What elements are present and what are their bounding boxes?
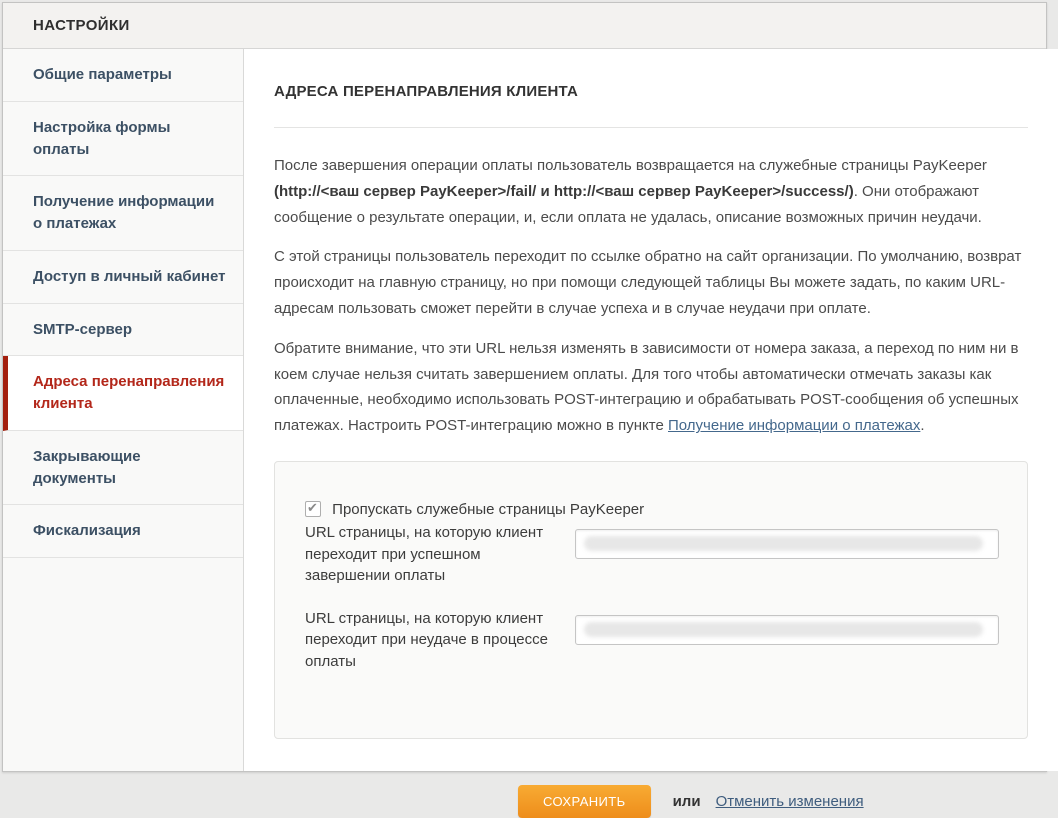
p3-text-end: .: [920, 417, 925, 435]
skip-service-pages-label: Пропускать служебные страницы PayKeeper: [332, 500, 645, 518]
settings-panel: [2, 2, 1047, 810]
sidebar-item-closing-docs[interactable]: Закрывающие документы: [3, 431, 243, 506]
sidebar-item-payment-form[interactable]: Настройка формы оплаты: [3, 102, 243, 177]
success-url-row: [305, 520, 999, 586]
sidebar-item-redirect-urls[interactable]: Адреса перенаправления клиента: [3, 356, 243, 431]
fail-url-row: [305, 606, 999, 672]
save-button[interactable]: СОХРАНИТЬ: [518, 785, 651, 818]
main-content: [244, 49, 1058, 810]
sidebar-item-fiscalization[interactable]: Фискализация: [3, 505, 243, 558]
p1-text: После завершения операции оплаты пользователь возвращается на служебные страницы PayKeeper: [274, 157, 987, 174]
skip-service-pages-checkbox[interactable]: [305, 501, 321, 517]
success-url-input[interactable]: [575, 529, 999, 559]
page-header: [3, 3, 1046, 49]
fail-url-input[interactable]: [575, 615, 999, 645]
fail-url-input-wrap: [575, 615, 999, 645]
payments-info-link[interactable]: Получение информации о платежах: [668, 417, 921, 435]
paragraph-return-link: С этой страницы пользователь переходит по ссылке обратно на сайт организации. По умолчанию, возврат происходит на главную страницу, но при помощи следующей таблицы Вы можете задать, по каким URL-адресам пользовать сможет перейти в случае успеха и в случае неудачи при оплате.: [274, 248, 1022, 317]
settings-sidebar: [3, 49, 244, 771]
sidebar-item-smtp[interactable]: SMTP-сервер: [3, 304, 243, 357]
redirect-settings-form: [274, 461, 1028, 739]
p3-text: Обратите внимание, что эти URL нельзя изменять в зависимости от номера заказа, а переход по ним ни в коем случае нельзя считать завершением оплаты. Для того чтобы автоматически отмечать заказы как оплаченные, необходимо использовать POST-интеграцию и обрабатывать POST-сообщения об успешных платежах. Настроить POST-интеграцию можно в пункте: [274, 339, 1019, 435]
cancel-changes-link[interactable]: Отменить изменения: [715, 793, 864, 810]
form-actions: [518, 785, 1028, 818]
fail-url-label: URL страницы, на которую клиент переходит при неудаче в процессе оплаты: [305, 610, 548, 670]
paragraph-service-pages: [274, 153, 1028, 230]
or-label: или: [672, 793, 701, 810]
success-url-label: URL страницы, на которую клиент переходит при успешном завершении оплаты: [305, 524, 544, 584]
title-divider: [274, 127, 1028, 128]
layout: [3, 49, 1046, 810]
sidebar-item-account-access[interactable]: Доступ в личный кабинет: [3, 251, 243, 304]
success-url-input-wrap: [575, 529, 999, 559]
skip-service-pages-row: [305, 501, 644, 518]
page-title: НАСТРОЙКИ: [33, 17, 130, 34]
p1-bold-urls: (http://<ваш сервер PayKeeper>/fail/ и http://<ваш сервер PayKeeper>/success/): [274, 182, 854, 200]
paragraph-url-notice: [274, 336, 1028, 439]
sidebar-item-general[interactable]: Общие параметры: [3, 49, 243, 102]
p1-text-end: . Они отображают сообщение о результате операции, и, если оплата не удалась, описание возможных причин неудачи.: [274, 182, 982, 226]
sidebar-item-payment-info[interactable]: Получение информации о платежах: [3, 176, 243, 251]
section-title: АДРЕСА ПЕРЕНАПРАВЛЕНИЯ КЛИЕНТА: [274, 83, 579, 100]
